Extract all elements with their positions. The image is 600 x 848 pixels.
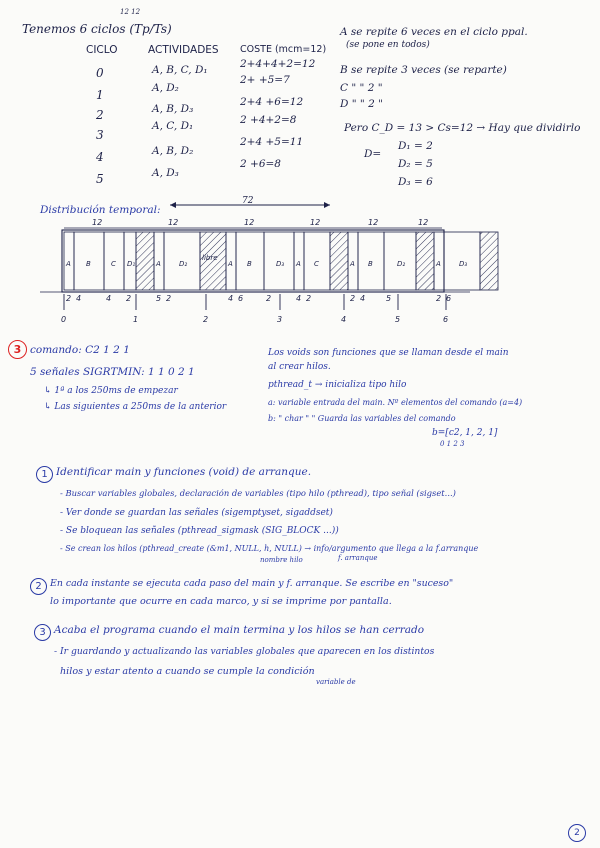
row-actividades: A, B, D₂: [152, 145, 194, 157]
row-coste: 2+4 +6=12: [240, 96, 304, 108]
step-1-text: Identificar main y funciones (void) de arranque.: [56, 466, 312, 478]
note-c-repeats: C " " 2 ": [340, 82, 383, 94]
duration-tick: 2: [166, 294, 172, 303]
free-label: libre: [202, 254, 218, 262]
row-coste: 2 +6=8: [240, 158, 281, 170]
row-coste: 2 +4+2=8: [240, 114, 297, 126]
ratio-superscript: 12 12: [120, 8, 141, 16]
duration-tick: 4: [296, 294, 302, 303]
timeline-total: 72: [242, 196, 254, 206]
step-1d-sub-arranque: f. arranque: [338, 554, 378, 562]
signals-line: 5 señales SIGRTMIN: 1 1 0 2 1: [30, 366, 195, 378]
cycles-heading: Tenemos 6 ciclos (Tp/Ts): [22, 22, 172, 36]
duration-tick: 6: [446, 294, 452, 303]
step-3a-text: - Ir guardando y actualizando las variables globales que aparecen en los distintos: [54, 646, 435, 657]
d-split-label: D=: [364, 148, 382, 160]
cycle-mark-label: 5: [395, 315, 401, 324]
duration-tick: 4: [228, 294, 234, 303]
timeline-frame: [62, 230, 444, 292]
idle-slot: [330, 232, 348, 290]
cycle-mark-label: 0: [61, 315, 67, 324]
timeline-block-label: A: [156, 260, 161, 268]
section-3-badge: 3: [8, 340, 27, 359]
note-a-repeats: A se repite 6 veces en el ciclo ppal.: [340, 26, 528, 38]
timeline-block-label: D₁: [127, 260, 136, 268]
page-number: 2: [568, 824, 586, 842]
idle-slot: [480, 232, 498, 290]
b-array: b=[c2, 1, 2, 1]: [432, 428, 498, 438]
timeline-block-label: D₃: [459, 260, 468, 268]
timeline-block-label: B: [368, 260, 373, 268]
row-ciclo: 0: [96, 66, 104, 80]
timeline-block-label: A: [66, 260, 71, 268]
row-actividades: A, D₃: [152, 167, 179, 179]
timeline-block-label: C: [111, 260, 116, 268]
row-coste: 2+ +5=7: [240, 74, 290, 86]
d1-value: D₁ = 2: [398, 140, 433, 152]
duration-tick: 2: [436, 294, 442, 303]
voids-note-1: Los voids son funciones que se llaman desde el main: [268, 348, 509, 358]
duration-tick: 4: [76, 294, 82, 303]
cycle-len-label: 12: [310, 218, 321, 227]
cycle-mark-label: 4: [341, 315, 347, 324]
step-1d-sub-hilo: nombre hilo: [260, 556, 303, 564]
cycle-mark-label: 2: [203, 315, 209, 324]
duration-tick: 2: [306, 294, 312, 303]
duration-tick: 2: [66, 294, 72, 303]
step-1-badge: 1: [36, 466, 53, 483]
col-header-coste: COSTE (mcm=12): [240, 44, 327, 55]
row-ciclo: 1: [96, 88, 104, 102]
col-header-ciclo: CICLO: [86, 44, 118, 56]
signal-note-first: ↳ 1ª a los 250ms de empezar: [44, 386, 178, 396]
duration-tick: 4: [106, 294, 112, 303]
step-3c-text: variable de: [316, 678, 356, 686]
b-variable-note: b: " char " " Guarda las variables del comando: [268, 414, 456, 423]
step-3-badge: 3: [34, 624, 51, 641]
cycle-mark-label: 1: [133, 315, 139, 324]
timeline-block-label: B: [86, 260, 91, 268]
idle-slot: [136, 232, 154, 290]
timeline-block-label: B: [247, 260, 252, 268]
row-actividades: A, C, D₁: [152, 120, 194, 132]
idle-slot: [416, 232, 434, 290]
step-1a-text: - Buscar variables globales, declaración de variables (tipo hilo (pthread), tipo señal (sigset...): [60, 488, 456, 498]
timeline-block-label: C: [314, 260, 319, 268]
row-actividades: A, B, C, D₁: [152, 64, 208, 76]
timeline-block-label: A: [350, 260, 355, 268]
row-actividades: A, D₂: [152, 82, 179, 94]
row-coste: 2+4+4+2=12: [240, 58, 316, 70]
note-b-repeats: B se repite 3 veces (se reparte): [340, 64, 507, 76]
cycle-len-label: 12: [418, 218, 429, 227]
step-3-text: Acaba el programa cuando el main termina y los hilos se han cerrado: [54, 624, 425, 636]
col-header-actividades: ACTIVIDADES: [148, 44, 219, 56]
timeline-block-label: D₂: [397, 260, 406, 268]
duration-tick: 2: [266, 294, 272, 303]
cycle-len-label: 12: [368, 218, 379, 227]
duration-tick: 4: [360, 294, 366, 303]
row-ciclo: 2: [96, 108, 104, 122]
timeline-block-label: A: [296, 260, 301, 268]
cycle-len-label: 12: [244, 218, 255, 227]
duration-tick: 6: [238, 294, 244, 303]
b-array-index: 0 1 2 3: [440, 440, 465, 448]
row-actividades: A, B, D₃: [152, 103, 194, 115]
row-ciclo: 5: [96, 172, 104, 186]
timeline-block-label: D₃: [276, 260, 285, 268]
step-2-badge: 2: [30, 578, 47, 595]
cycle-mark-label: 6: [443, 315, 449, 324]
step-1c-text: - Se bloquean las señales (pthread_sigmask (SIG_BLOCK ...)): [60, 526, 339, 536]
step-1b-text: - Ver donde se guardan las señales (sigemptyset, sigaddset): [60, 508, 333, 518]
step-2-text: En cada instante se ejecuta cada paso del main y f. arranque. Se escribe en "suceso": [50, 578, 454, 589]
step-2b-text: lo importante que ocurre en cada marco, y si se imprime por pantalla.: [50, 596, 392, 607]
row-ciclo: 4: [96, 150, 104, 164]
signal-note-next: ↳ Las siguientes a 250ms de la anterior: [44, 402, 227, 412]
timeline-block-label: A: [228, 260, 233, 268]
d3-value: D₃ = 6: [398, 176, 433, 188]
command-line: comando: C2 1 2 1: [30, 344, 130, 356]
timeline-diagram: [0, 0, 600, 330]
cycle-len-label: 12: [92, 218, 103, 227]
step-1d-text: - Se crean los hilos (pthread_create (&m1, NULL, h, NULL) → info/argumento que llega a la f.arranque: [60, 544, 479, 553]
duration-tick: 2: [126, 294, 132, 303]
duration-tick: 5: [156, 294, 162, 303]
row-coste: 2+4 +5=11: [240, 136, 304, 148]
row-ciclo: 3: [96, 128, 104, 142]
d2-value: D₂ = 5: [398, 158, 433, 170]
timeline-block-label: D₂: [179, 260, 188, 268]
note-split-d: Pero C_D = 13 > Cs=12 → Hay que dividirlo: [344, 122, 581, 134]
timeline-block-label: A: [436, 260, 441, 268]
timeline-title: Distribución temporal:: [40, 204, 161, 216]
duration-tick: 5: [386, 294, 392, 303]
duration-tick: 2: [350, 294, 356, 303]
note-d-repeats: D " " 2 ": [340, 98, 383, 110]
cycle-mark-label: 3: [277, 315, 283, 324]
note-in-all: (se pone en todos): [346, 40, 430, 50]
pthread-note: pthread_t → inicializa tipo hilo: [268, 380, 407, 390]
a-variable-note: a: variable entrada del main. Nº elementos del comando (a=4): [268, 398, 523, 407]
voids-note-2: al crear hilos.: [268, 362, 331, 372]
step-3b-text: hilos y estar atento a cuando se cumple la condición: [60, 666, 315, 677]
cycle-len-label: 12: [168, 218, 179, 227]
